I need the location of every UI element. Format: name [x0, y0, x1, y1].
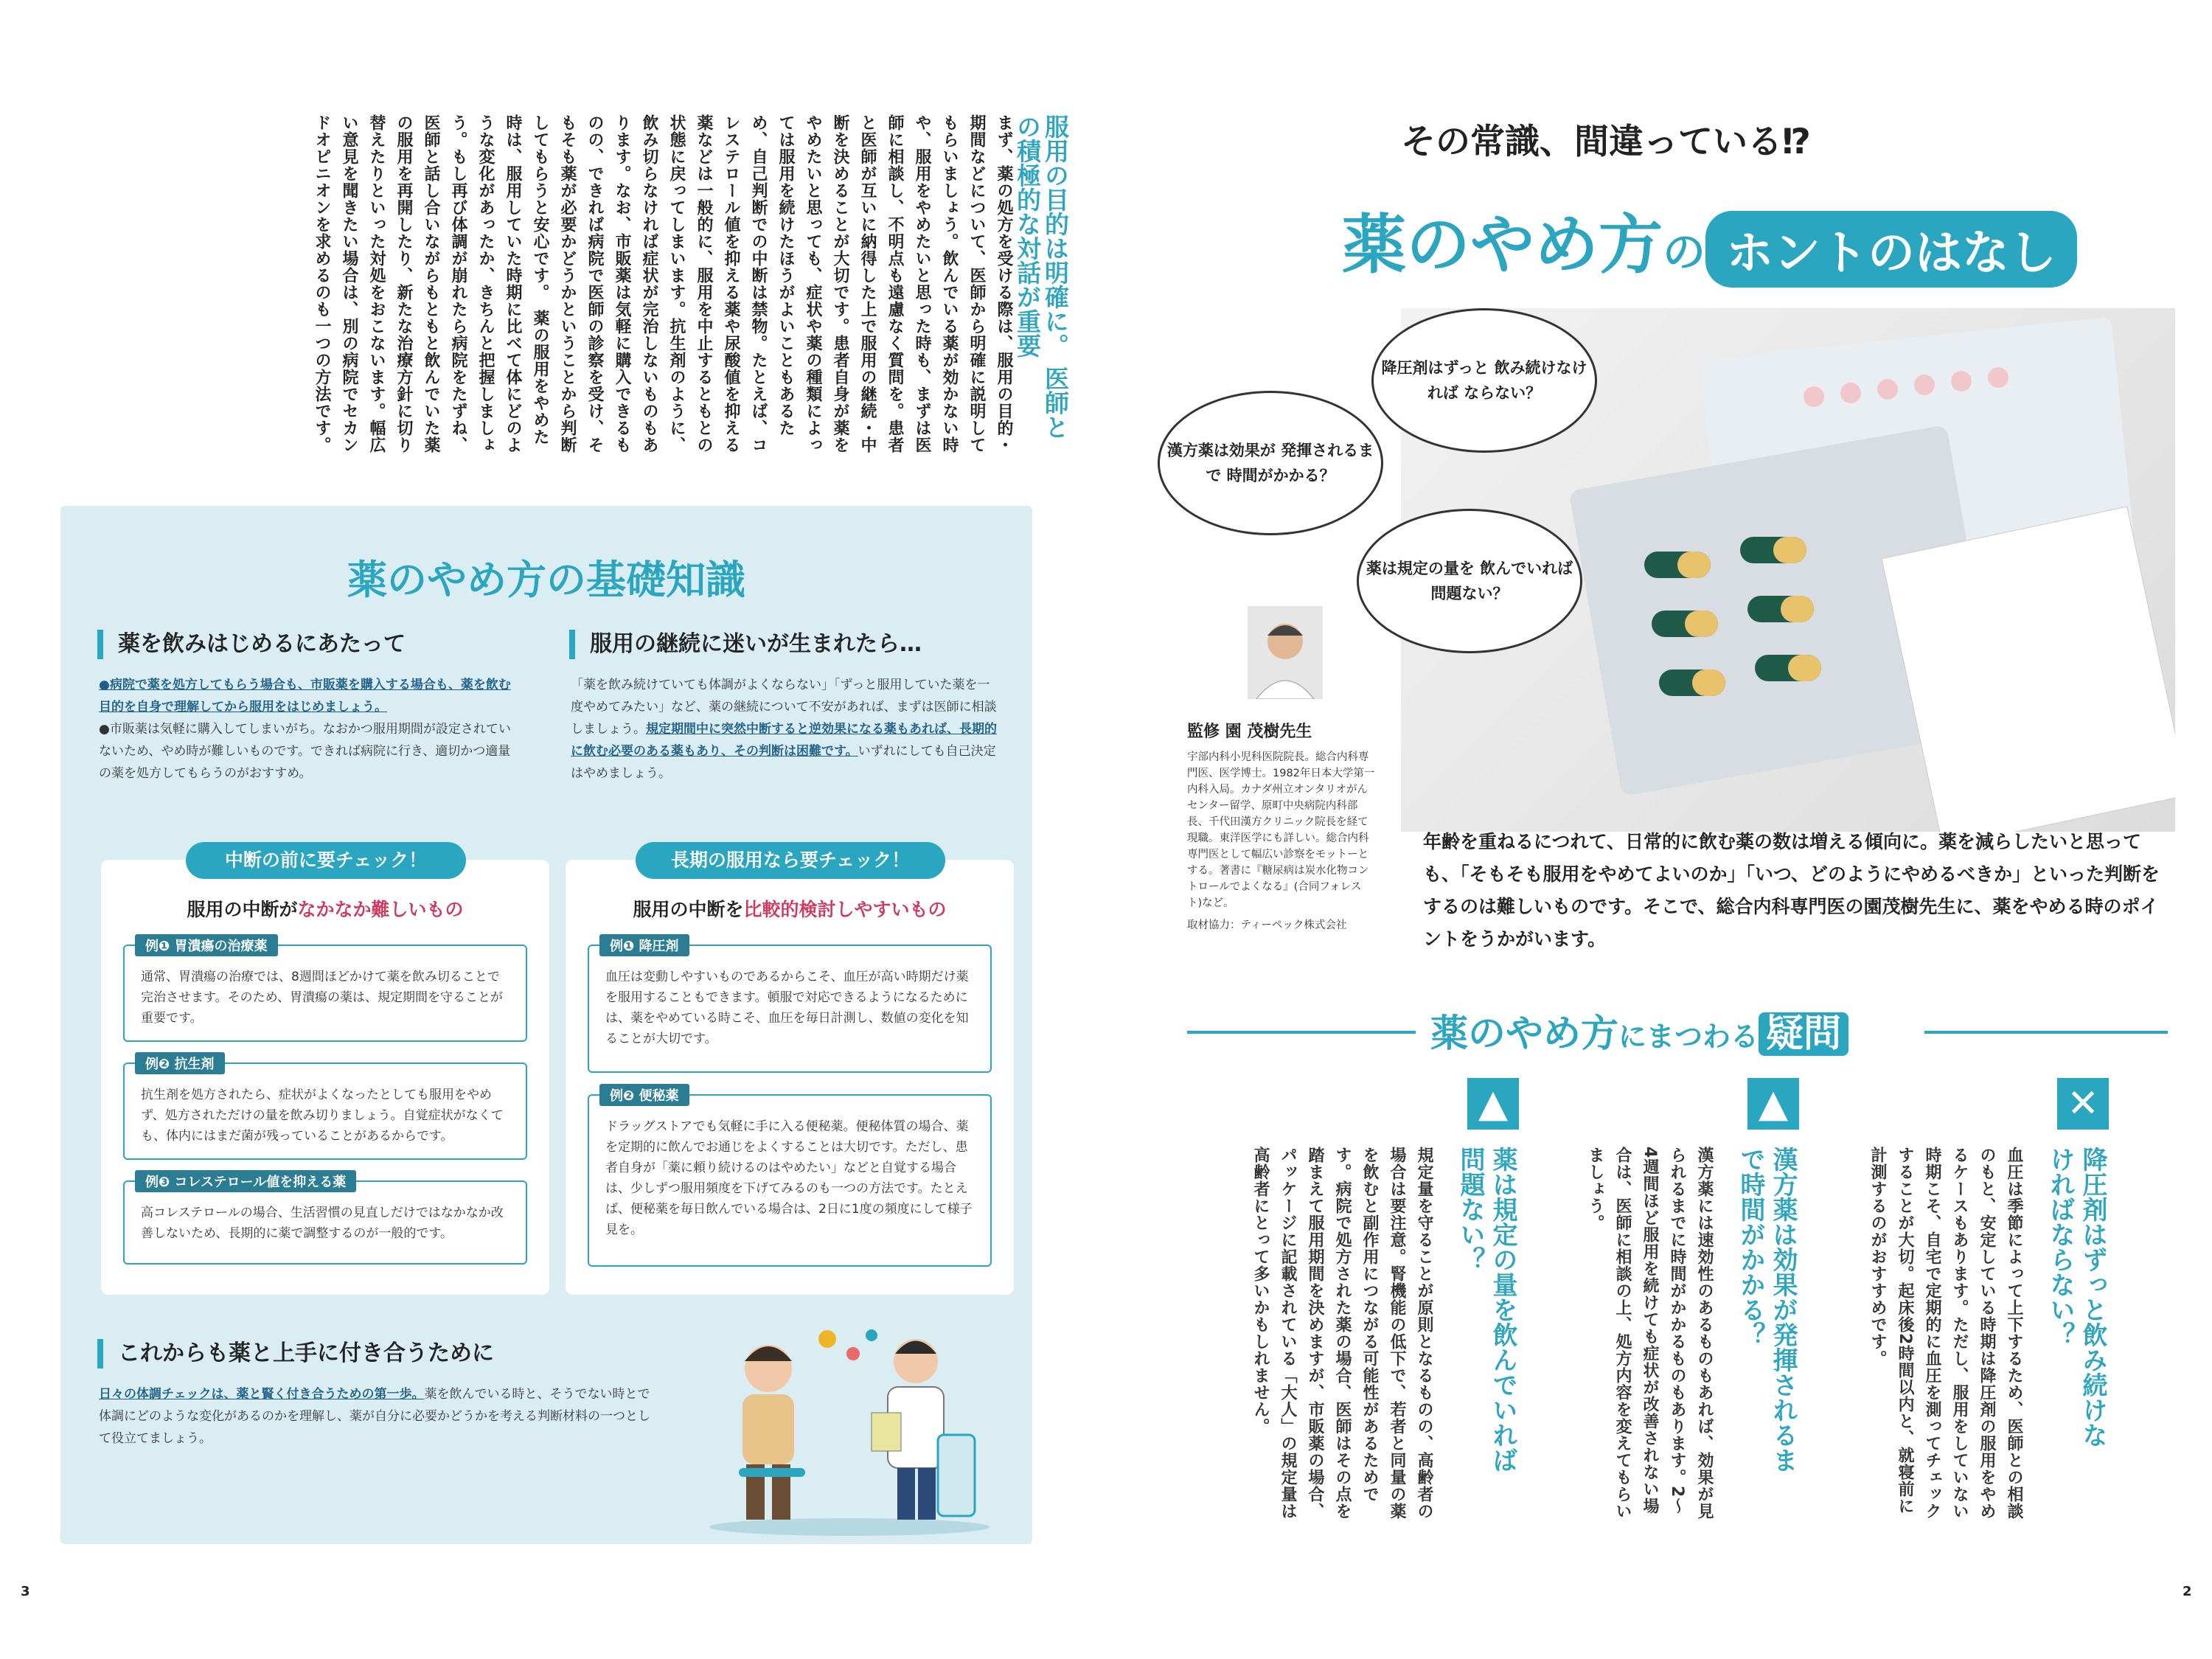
questions-heading-a: 薬のやめ方	[1430, 1012, 1619, 1056]
section-future-text	[99, 1383, 659, 1450]
continue-text-underlined: 規定期間中に突然中断すると逆効果になる薬もあれば、長期的に飲む必要のある薬もあり、その判断は困難です。	[571, 722, 997, 759]
example-antibiotic-tag: 例❷ 抗生剤	[135, 1052, 225, 1074]
future-text-underlined: 日々の体調チェックは、薬と賢く付き合うための第一歩。	[99, 1387, 425, 1402]
left-heading: 服用の目的は明確に。 医師との積極的な対話が重要	[1013, 114, 1070, 439]
q1-body: 血圧は季節によって上下するため、医師との相談のもと、安定している時期は降圧剤の服用をやめるケースもあります。ただし、服用をしていない時期こそ、自宅で定期的に血圧を測ってチェックすることが大切。起床後2時間以内と、就寝前に計測するのがおすすめです。	[1868, 1147, 2023, 1520]
box-easy-sub-a: 服用の中断を	[633, 899, 744, 920]
future-text: 薬を飲んでいる時と、そうでない時とで体調にどのような変化があるのかを理解し、薬が自分に必要かどうかを考える判断材料の一つとして役立てましょう。	[99, 1387, 650, 1446]
check-box-easy	[566, 849, 1014, 1295]
example-cholesterol	[123, 1175, 527, 1265]
check-pill-hard: 中断の前に要チェック！	[186, 842, 466, 879]
box-hard-sub-a: 服用の中断が	[187, 899, 298, 920]
q2-body: 漢方薬には速効性のあるものもあれば、効果が見られるまでに時間がかかるものもあります。2〜4週間ほど服用を続けても症状が改善されない場合は、医師に相談の上、処方内容を変えてもらいましょう。	[1586, 1147, 1714, 1520]
example-antibiotic-text: 抗生剤を処方されたら、症状がよくなったとしても服用をやめず、処方されただけの量を飲み切りましょう。自覚症状がなくても、体内にはまだ菌が残っていることがあるからです。	[141, 1088, 504, 1144]
consultation-illustration	[695, 1317, 1004, 1538]
cross-mark: ✕	[2057, 1078, 2109, 1130]
section-start-text	[99, 674, 512, 785]
start-bullet-1: ●病院で薬を処方してもらう場合も、市販薬を購入する場合も、薬を飲む目的を自身で理解してから服用をはじめましょう。	[99, 678, 511, 714]
section-heading-continue: 服用の継続に迷いが生まれたら…	[569, 630, 922, 659]
q2-title: 漢方薬は効果が発揮されるまで時間がかかる？	[1736, 1147, 1798, 1472]
example-ulcer-text: 通常、胃潰瘍の治療では、8週間ほどかけて薬を飲み切ることで完治させます。そのため、胃潰瘍の薬は、規定期間を守ることが重要です。	[141, 970, 503, 1026]
panel-title: 薬のやめ方の基礎知識	[347, 557, 745, 603]
article-title-b: の	[1663, 227, 1706, 277]
article-kicker: その常識、間違っている⁉	[1401, 122, 1811, 162]
doctor-portrait	[1248, 606, 1323, 699]
interview-credit: 取材協力：ティーペック株式会社	[1187, 919, 1347, 931]
example-antibiotic	[123, 1057, 527, 1160]
questions-heading-c: 疑問	[1759, 1012, 1848, 1056]
left-body-text: まず、薬の処方を受ける際は、服用の目的・期間などについて、医師から明確に説明してもらいましょう。飲んでいる薬が効かない時や、服用をやめたいと思った時も、まずは医師に相談し、不明点も遠慮なく質問を。患者と医師が互いに納得した上で服用の継続・中断を決めることが大切です。患者自身が薬をやめたいと思っても、症状や薬の種類によっては服用を続けたほうがよいこともあるため、自己判断での中断は禁物。たとえば、コレステロール値を抑える薬や尿酸値を抑える薬などは一般的に、服用を中止するともとの状態に戻ってしまいます。抗生剤のように、飲み切らなければ症状が完治しないものもあります。なお、市販薬は気軽に購入できるものの、できれば病院で医師の診察を受け、そもそも薬が必要かどうかということから判断してもらうと安心です。 薬の服用をやめた時は、服用していた時期に比べて体にどのような変化があったか、きちんと把握しましょう。もし再び体調が崩れたら病院をたずね、医師と話し合いながらもともと飲んでいた薬の服用を再開したり、新たな治療方針に切り替えたりといった対処をおこないます。幅広い意見を聞きたい場合は、別の病院でセカンドオピニオンを求めるのも一つの方法です。	[313, 114, 1013, 453]
example-antihypertensive-text: 血圧は変動しやすいものであるからこそ、血圧が高い時期だけ薬を服用することもできます。頓服で対応できるようになるためには、薬をやめている時こそ、血圧を毎日計測し、数値の変化を知ることが大切です。	[605, 970, 969, 1046]
question-bubble-3: 薬は規定の量を 飲んでいれば 問題ない？	[1357, 509, 1582, 653]
section-continue-text	[571, 674, 998, 785]
example-cholesterol-text: 高コレステロールの場合、生活習慣の見直しだけではなかなか改善しないため、長期的に薬で調整するのが一般的です。	[141, 1206, 504, 1241]
check-box-hard	[101, 849, 549, 1295]
q1-title: 降圧剤はずっと飲み続けなければならない？	[2045, 1147, 2107, 1447]
example-cholesterol-tag: 例❸ コレステロール値を抑える薬	[135, 1170, 356, 1192]
doctor-bio	[1187, 749, 1375, 933]
continue-text-1: 「薬を飲み続けていても体調がよくならない」「ずっと服用していた薬を一度やめてみたい」など、薬の継続について不安があれば、まずは医師に相談しましょう。	[571, 678, 997, 737]
example-ulcer-tag: 例❶ 胃潰瘍の治療薬	[135, 934, 278, 956]
q3-body: 規定量を守ることが原則となるものの、高齢者の場合は要注意。腎機能の低下で、若者と同量の薬を飲むと副作用につながる可能性があるためです。病院で処方された薬の場合、医師はその点を踏まえて服用期間を決めますが、市販薬の場合、パッケージに記載されている「大人」の規定量は高齢者にとって多いかもしれません。	[1251, 1147, 1433, 1520]
example-laxative-text: ドラッグストアでも気軽に手に入る便秘薬。便秘体質の場合、薬を定期的に飲んでお通じをよくすることは大切です。ただし、患者自身が「薬に頼り続けるのはやめたい」などと自覚する場合は、少しずつ服用頻度を下げてみるのも一つの方法です。たとえば、便秘薬を毎日飲んでいる場合は、2日に1度の頻度にして様子見を。	[605, 1119, 973, 1237]
example-antihypertensive-tag: 例❶ 降圧剤	[599, 934, 689, 956]
question-bubble-1: 降圧剤はずっと 飲み続けなければ ならない？	[1371, 308, 1597, 453]
article-title-a: 薬のやめ方	[1342, 207, 1663, 282]
heading-rule-right	[1924, 1031, 2168, 1034]
continue-text-2: いずれにしても自己決定はやめましょう。	[571, 744, 996, 781]
doctor-name: 監修 園 茂樹先生	[1187, 723, 1312, 741]
questions-heading-text	[1430, 1003, 1848, 1057]
section-heading-future: これからも薬と上手に付き合うために	[97, 1339, 494, 1368]
article-title-badge: ホントのはなし	[1705, 211, 2077, 288]
box-easy-sub-b: 比較的検討しやすいもの	[743, 899, 947, 920]
section-heading-start: 薬を飲みはじめるにあたって	[97, 630, 406, 659]
page-number-left: 3	[21, 1584, 30, 1599]
questions-heading-b: にまつわる	[1618, 1020, 1759, 1053]
heading-rule-left	[1187, 1031, 1416, 1034]
triangle-mark-1: ▲	[1747, 1078, 1799, 1130]
box-hard-subtitle	[101, 895, 549, 922]
box-easy-subtitle	[566, 895, 1014, 922]
question-bubble-2: 漢方薬は効果が 発揮されるまで 時間がかかる？	[1158, 391, 1383, 535]
check-pill-easy: 長期の服用なら要チェック！	[636, 842, 945, 879]
start-bullet-2: ●市販薬は気軽に購入してしまいがち。なおかつ服用期間が設定されていないため、やめ時が難しいものです。できれば病院に行き、適切かつ適量の薬を処方してもらうのがおすすめ。	[99, 722, 511, 781]
triangle-mark-2: ▲	[1467, 1078, 1519, 1130]
basics-panel	[60, 506, 1032, 1544]
article-lead: 年齢を重ねるにつれて、日常的に飲む薬の数は増える傾向に。薬を減らしたいと思っても、「そもそも服用をやめてよいのか」「いつ、どのようにやめるべきか」といった判断をするのは難しいものです。そこで、総合内科専門医の園茂樹先生に、薬をやめる時のポイントをうかがいます。	[1423, 831, 2160, 950]
box-hard-sub-b: なかなか難しいもの	[297, 899, 464, 920]
q3-title: 薬は規定の量を飲んでいれば問題ない？	[1455, 1147, 1517, 1472]
page-number-right: 2	[2183, 1584, 2192, 1599]
questions-heading	[1187, 1003, 2168, 1062]
article-title	[1342, 193, 2077, 288]
example-laxative	[588, 1088, 992, 1267]
doctor-bio-text: 宇部内科小児科医院院長。総合内科専門医、医学博士。1982年日本大学第一内科入局。カナダ州立オンタリオがんセンター留学、原町中央病院内科部長、千代田漢方クリニック院長を経て現職。東洋医学にも詳しい。総合内科専門医として幅広い診察をモットーとする。著書に『糖尿病は炭水化物コントロールでよくなる』(合同フォレスト)など。	[1187, 751, 1375, 909]
example-ulcer	[123, 939, 527, 1042]
example-antihypertensive	[588, 939, 992, 1073]
example-laxative-tag: 例❷ 便秘薬	[599, 1084, 689, 1106]
